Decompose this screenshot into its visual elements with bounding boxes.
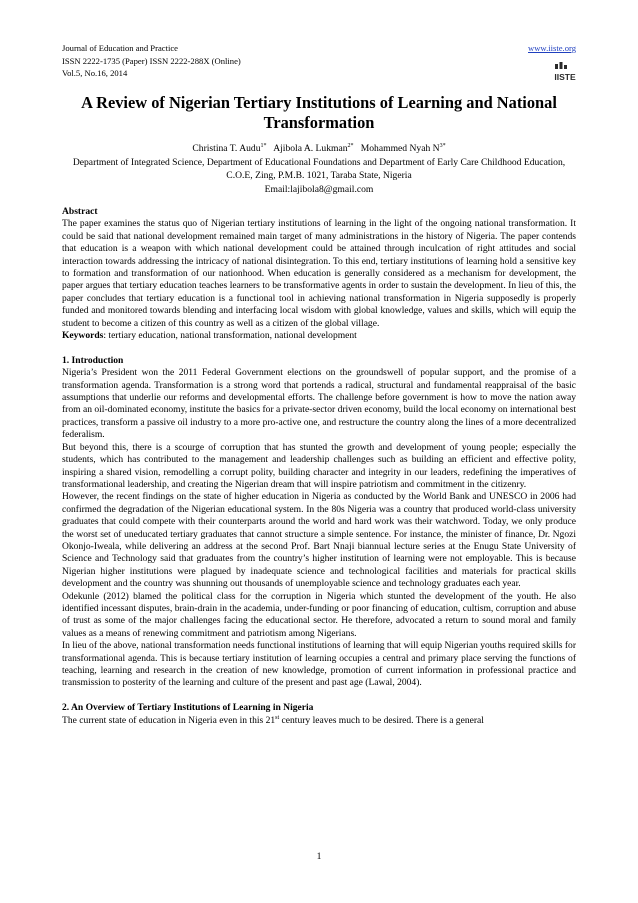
author-3-mark: 3* <box>439 142 446 149</box>
abstract-text: The paper examines the status quo of Nigerian tertiary institutions of learning in the light of the ongoing national transformation. It could be said that national development remained main target of many administrations in the history of Nigeria. The paper contends that education is a weapon with which national development could be attained through inculcation of right attitudes and social interaction towards addressing the intricacy of national disintegration. To this end, tertiary institutions of learning hold a sensitive key to formation and transformation of our nationhood. When education is generally considered as a mechanism for development, the paper argues that tertiary education teaches learners to be transformative agents in order to sustain the development. In lieu of this, the paper concludes that tertiary education is a functional tool in achieving national transformation in Nigeria supposedly is properly funded and monitored towards blending and interfacing local wisdom with global knowledge, values and skills, which will equip the student to become a citizen of this country as well as a citizen of the global village. <box>62 218 576 329</box>
journal-url-link[interactable]: www.iiste.org <box>528 43 576 53</box>
section-2-paragraph-1 <box>62 715 576 727</box>
journal-name: Journal of Education and Practice <box>62 43 178 53</box>
keywords-line <box>62 330 576 342</box>
paper-body <box>62 206 576 727</box>
author-list <box>62 142 576 156</box>
affiliation: Department of Integrated Science, Department of Educational Foundations and Department of Early Care Childhood Education, C.O.E, Zing, P.M.B. 1021, Taraba State, Nigeria <box>72 156 566 181</box>
page-number: 1 <box>316 851 322 862</box>
section-2-text-start: The current state of education in Nigeria even in this 21 <box>62 714 276 726</box>
abstract-heading: Abstract <box>62 206 98 217</box>
section-2-text-end: century leaves much to be desired. There is a general <box>279 714 484 726</box>
logo-text: IISTE <box>554 71 576 82</box>
section-1-heading: 1. Introduction <box>62 354 124 366</box>
author-1: Christina T. Audu <box>192 143 261 154</box>
author-2-mark: 2* <box>347 142 354 149</box>
section-1-paragraph-3: However, the recent findings on the state of higher education in Nigeria as conducted by the World Bank and UNESCO in 2006 had confirmed the degradation of the Nigerian educational system. In the 80s Nigeria was a country that produced world-class university graduates that could compete with their counterparts around the world and hard work was their watchword. Today, we only produce the worst set of uneducated tertiary graduates that cannot structure a simple sentence. For instance, the minister of finance, Dr. Ngozi Okonjo-Iweala, while delivering an address at the second Prof. Bart Nnaji biannual lecture series at the Enugu State University of Science and Technology said that graduates from the country’s higher institution of learning were not employable. This is because Nigerian higher institutions were plagued by inadequate science and technological facilities and materials for practical skills development and the country was shunning out thousands of unemployable science and technology graduates each year. <box>62 491 576 590</box>
section-1-paragraph-4: Odekunle (2012) blamed the political class for the corruption in Nigeria which stunted the development of the youth. He also identified incessant disputes, brain-drain in the academia, under-funding or poor financing of education, cultism, corruption and abuse of trust as some of the major challenges facing the educational sector. He therefore, advocated a return to sound moral and family values as a means of renewing commitment and patriotism among Nigerians. <box>62 590 576 639</box>
journal-header <box>62 42 241 80</box>
author-email: Email:lajibola8@gmail.com <box>264 183 374 195</box>
spacer <box>62 690 576 702</box>
journal-volume: Vol.5, No.16, 2014 <box>62 68 128 79</box>
keywords-text: : tertiary education, national transformation, national development <box>103 330 357 342</box>
section-1-paragraph-2: But beyond this, there is a scourge of corruption that has stunted the growth and development of young people; especially the students, which has contributed to the management and leadership challenges such as building an efficient and effective polity, inspiring a shared vision, remodelling a corrupt polity, building character and integrity in our leaders, redefining the imperatives of transformational leadership, and creating the Nigerian dream that will inspire patriotism and commitment in the citizenry. <box>62 441 576 490</box>
section-2-heading: 2. An Overview of Tertiary Institutions of Learning in Nigeria <box>62 702 314 714</box>
section-1-paragraph-1: Nigeria’s President won the 2011 Federal Government elections on the groundswell of popular support, and the promise of a transformation agenda. Transformation is a strong word that portends a radical, structural and fundamental reappraisal of the basic assumptions that underlie our reforms and developmental efforts. The challenge before government is how to move the nation away from an oil-dominated economy, institute the basics for a private-sector driven economy, build the local economy on international best practices, transform a passive oil industry to a more pro-active one, and restructure the country along the lines of a more decentralized federalism. <box>62 367 576 441</box>
paper-title: A Review of Nigerian Tertiary Institutions of Learning and National Transformation <box>81 93 557 132</box>
publisher-header <box>528 42 576 88</box>
iiste-logo-icon <box>554 61 576 83</box>
author-1-mark: 1* <box>260 142 267 149</box>
keywords-label: Keywords <box>62 330 104 342</box>
journal-issn: ISSN 2222-1735 (Paper) ISSN 2222-288X (Online) <box>62 55 241 66</box>
author-block <box>62 142 576 196</box>
author-3: Mohammed Nyah N <box>360 143 440 154</box>
section-1-paragraph-5: In lieu of the above, national transformation needs functional institutions of learning that will equip Nigerian youths required skills for transformational agenda. This is because tertiary institution of learning occupies a central and primary place serving the functions of teaching, learning and research in the creation of new knowledge, promotion of current information in professional practice and transmission to posterity of the learning and culture of the present and past age (Lawal, 2004). <box>62 640 576 689</box>
ordinal-superscript: st <box>275 714 280 721</box>
spacer <box>62 342 576 354</box>
author-2: Ajibola A. Lukman <box>273 143 348 154</box>
